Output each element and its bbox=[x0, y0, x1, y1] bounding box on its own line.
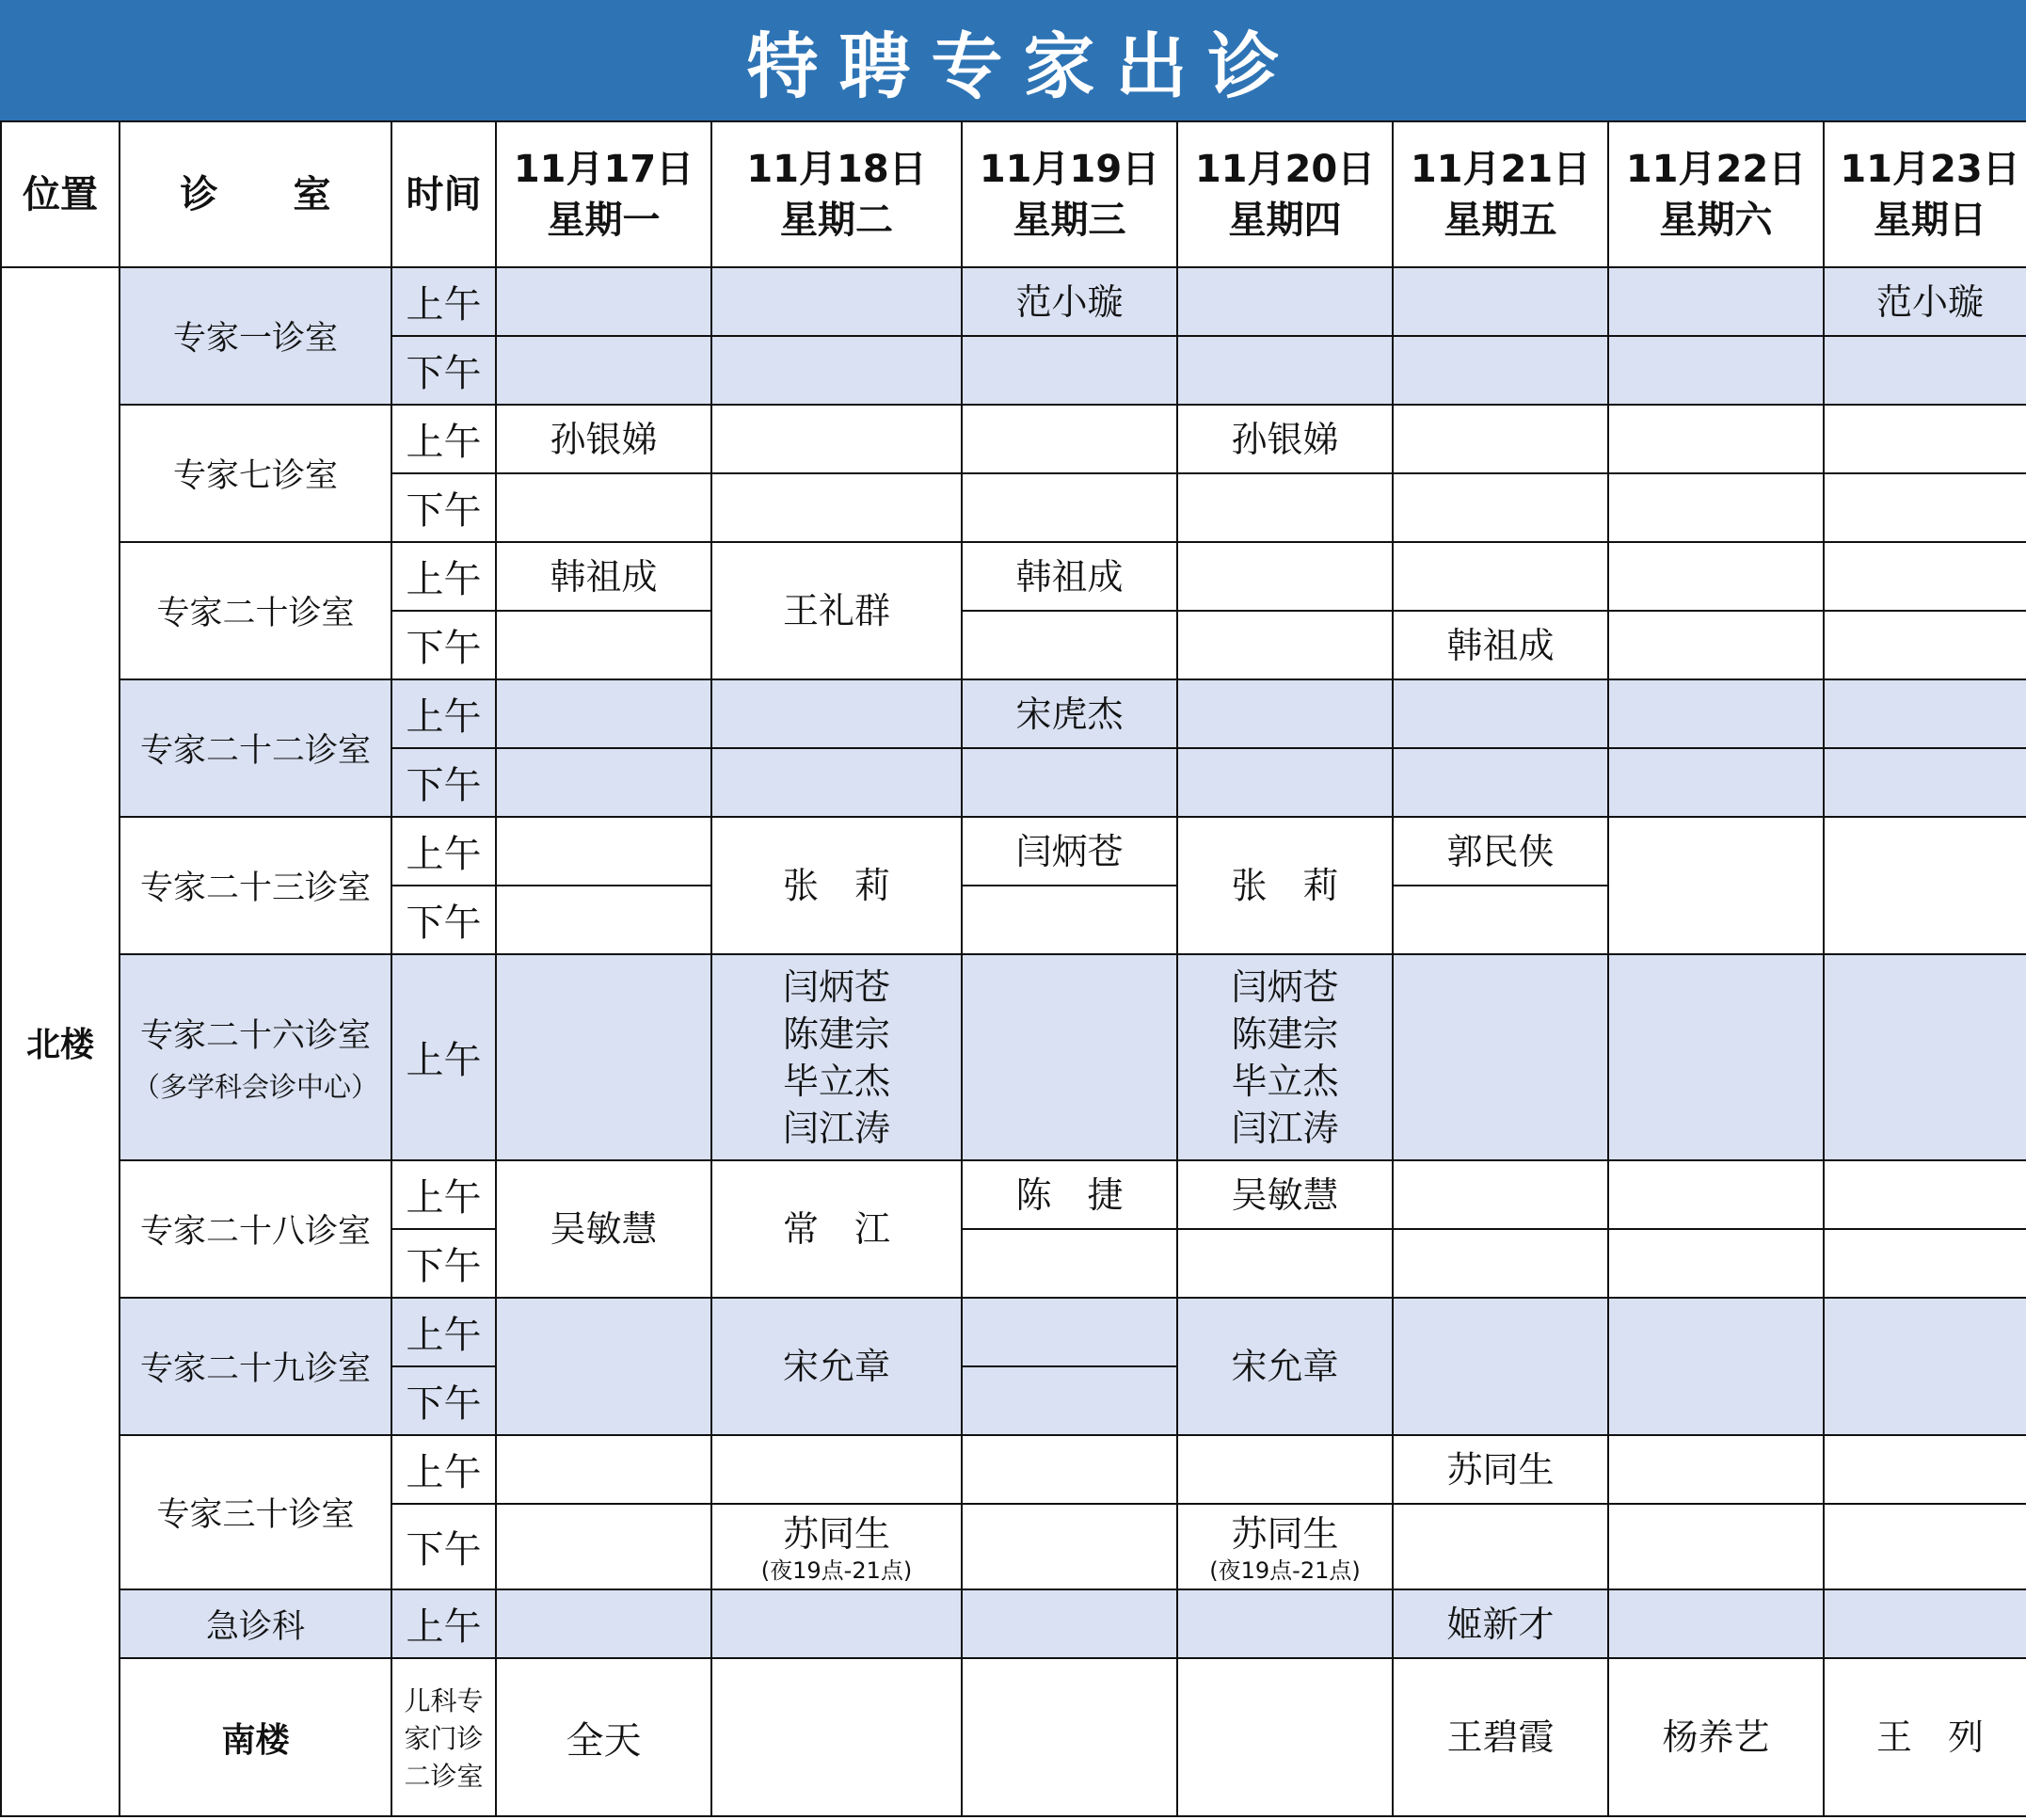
page-title: 特聘专家出诊 bbox=[0, 0, 2026, 120]
schedule-cell bbox=[1393, 542, 1608, 611]
doctor-cell: 韩祖成 bbox=[496, 542, 711, 611]
schedule-cell bbox=[1177, 473, 1393, 542]
schedule-cell bbox=[1608, 267, 1824, 336]
schedule-cell bbox=[1393, 1160, 1608, 1229]
header-day bbox=[1824, 121, 2026, 267]
room-name: 专家二十九诊室 bbox=[120, 1298, 391, 1435]
schedule-cell bbox=[1393, 267, 1608, 336]
time-slot: 下午 bbox=[391, 473, 496, 542]
building-north: 北楼 bbox=[1, 267, 120, 1816]
schedule-cell bbox=[496, 679, 711, 748]
time-slot: 下午 bbox=[391, 1366, 496, 1435]
doctor-cell bbox=[1177, 1504, 1393, 1589]
schedule-cell bbox=[1824, 954, 2026, 1160]
doctor-cell: 吴敏慧 bbox=[496, 1160, 711, 1298]
doctor-cell: 张 莉 bbox=[1177, 817, 1393, 954]
room-name-main: 专家二十六诊室 bbox=[139, 1017, 371, 1055]
schedule-cell bbox=[962, 336, 1177, 405]
table-row bbox=[1, 817, 2026, 886]
time-slot: 上午 bbox=[391, 542, 496, 611]
doctor-cell: 孙银娣 bbox=[1177, 405, 1393, 473]
schedule-cell bbox=[962, 1658, 1177, 1816]
table-row bbox=[1, 267, 2026, 336]
schedule-cell bbox=[1608, 679, 1824, 748]
doctor-cell: 闫炳苍 陈建宗 毕立杰 闫江涛 bbox=[711, 954, 962, 1160]
schedule-cell bbox=[496, 1435, 711, 1504]
schedule-cell bbox=[1824, 1504, 2026, 1589]
doctor-cell: 张 莉 bbox=[711, 817, 962, 954]
schedule-cell bbox=[1393, 1229, 1608, 1298]
time-slot: 上午 bbox=[391, 1298, 496, 1366]
doctor-cell: 杨养艺 bbox=[1608, 1658, 1824, 1816]
schedule-cell bbox=[1177, 1589, 1393, 1658]
room-name: 专家二十诊室 bbox=[120, 542, 391, 679]
schedule-cell bbox=[962, 1366, 1177, 1435]
doctor-name: 苏同生 bbox=[1231, 1512, 1339, 1555]
header-weekday: 星期日 bbox=[1874, 198, 1986, 242]
schedule-cell bbox=[1824, 1160, 2026, 1229]
schedule-cell bbox=[1824, 1229, 2026, 1298]
schedule-cell bbox=[1177, 611, 1393, 679]
doctor-cell: 韩祖成 bbox=[962, 542, 1177, 611]
header-date: 11月20日 bbox=[1194, 147, 1376, 191]
schedule-cell bbox=[1177, 267, 1393, 336]
schedule-cell bbox=[711, 679, 962, 748]
schedule-cell bbox=[711, 748, 962, 817]
schedule-cell bbox=[1824, 886, 2026, 954]
schedule-cell bbox=[1393, 1504, 1608, 1589]
time-slot: 下午 bbox=[391, 336, 496, 405]
schedule-cell bbox=[1393, 748, 1608, 817]
schedule-cell bbox=[1393, 405, 1608, 473]
schedule-cell bbox=[1177, 1658, 1393, 1816]
schedule-cell bbox=[962, 1504, 1177, 1589]
schedule-cell bbox=[496, 1504, 711, 1589]
header-day bbox=[1393, 121, 1608, 267]
schedule-cell bbox=[1608, 886, 1824, 954]
schedule-cell bbox=[1393, 473, 1608, 542]
schedule-cell bbox=[1824, 542, 2026, 611]
schedule-cell bbox=[962, 405, 1177, 473]
schedule-cell bbox=[1608, 1589, 1824, 1658]
schedule-cell bbox=[1824, 679, 2026, 748]
room-name: 专家七诊室 bbox=[120, 405, 391, 542]
schedule-cell bbox=[962, 1298, 1177, 1366]
room-name-sub: （多学科会诊中心） bbox=[132, 1071, 378, 1103]
schedule-cell bbox=[1824, 405, 2026, 473]
schedule-cell bbox=[1177, 748, 1393, 817]
time-slot: 上午 bbox=[391, 954, 496, 1160]
table-row bbox=[1, 1435, 2026, 1504]
schedule-cell bbox=[496, 1589, 711, 1658]
schedule-cell bbox=[1608, 336, 1824, 405]
header-day bbox=[496, 121, 711, 267]
time-slot: 下午 bbox=[391, 1504, 496, 1589]
room-name: 专家一诊室 bbox=[120, 267, 391, 405]
header-date: 11月21日 bbox=[1410, 147, 1591, 191]
doctor-cell: 吴敏慧 bbox=[1177, 1160, 1393, 1229]
room-name bbox=[120, 954, 391, 1160]
schedule-cell bbox=[1824, 748, 2026, 817]
doctor-cell bbox=[711, 1504, 962, 1589]
doctor-cell: 郭民侠 bbox=[1393, 817, 1608, 886]
room-name: 急诊科 bbox=[120, 1589, 391, 1658]
schedule-cell bbox=[1608, 611, 1824, 679]
time-slot: 下午 bbox=[391, 886, 496, 954]
room-name: 儿科专家门诊二诊室 bbox=[391, 1658, 496, 1816]
schedule-cell bbox=[962, 473, 1177, 542]
header-day bbox=[962, 121, 1177, 267]
doctor-cell: 常 江 bbox=[711, 1160, 962, 1298]
schedule-cell bbox=[1824, 473, 2026, 542]
time-slot: 上午 bbox=[391, 267, 496, 336]
header-day bbox=[1608, 121, 1824, 267]
schedule-cell bbox=[962, 1229, 1177, 1298]
time-slot: 上午 bbox=[391, 817, 496, 886]
doctor-cell: 闫炳苍 bbox=[962, 817, 1177, 886]
schedule-cell bbox=[711, 1658, 962, 1816]
schedule-cell bbox=[1608, 1229, 1824, 1298]
time-slot: 下午 bbox=[391, 1229, 496, 1298]
header-position: 位置 bbox=[1, 121, 120, 267]
schedule-cell bbox=[496, 336, 711, 405]
table-row bbox=[1, 1160, 2026, 1229]
header-date: 11月22日 bbox=[1625, 147, 1807, 191]
schedule-cell bbox=[1393, 679, 1608, 748]
schedule-cell bbox=[1608, 748, 1824, 817]
time-slot: 全天 bbox=[496, 1658, 711, 1816]
schedule-cell bbox=[496, 611, 711, 679]
schedule-cell bbox=[711, 336, 962, 405]
doctor-cell: 苏同生 bbox=[1393, 1435, 1608, 1504]
schedule-cell bbox=[962, 954, 1177, 1160]
header-time: 时间 bbox=[391, 121, 496, 267]
time-slot: 上午 bbox=[391, 1589, 496, 1658]
schedule-cell bbox=[711, 1435, 962, 1504]
schedule-cell bbox=[1824, 1589, 2026, 1658]
doctor-name: 苏同生 bbox=[782, 1512, 890, 1555]
schedule-cell bbox=[1608, 542, 1824, 611]
schedule-cell bbox=[1608, 473, 1824, 542]
table-row bbox=[1, 542, 2026, 611]
schedule-cell bbox=[496, 267, 711, 336]
doctor-cell: 范小璇 bbox=[962, 267, 1177, 336]
schedule-cell bbox=[1824, 1435, 2026, 1504]
schedule-cell bbox=[1393, 1298, 1608, 1435]
schedule-cell bbox=[496, 1298, 711, 1435]
header-date: 11月19日 bbox=[979, 147, 1160, 191]
header-room: 诊 室 bbox=[120, 121, 391, 267]
doctor-cell: 王碧霞 bbox=[1393, 1658, 1608, 1816]
header-weekday: 星期三 bbox=[1013, 198, 1126, 242]
header-date: 11月23日 bbox=[1840, 147, 2020, 191]
schedule-cell bbox=[1608, 1160, 1824, 1229]
header-day bbox=[1177, 121, 1393, 267]
header-weekday: 星期四 bbox=[1228, 198, 1342, 242]
header-row bbox=[1, 121, 2026, 267]
table-row bbox=[1, 954, 2026, 1160]
schedule-cell bbox=[962, 1589, 1177, 1658]
schedule-cell bbox=[962, 1435, 1177, 1504]
schedule-cell bbox=[711, 267, 962, 336]
doctor-cell: 王 列 bbox=[1824, 1658, 2026, 1816]
schedule-cell bbox=[711, 1589, 962, 1658]
doctor-cell: 孙银娣 bbox=[496, 405, 711, 473]
schedule-cell bbox=[1608, 1435, 1824, 1504]
header-weekday: 星期二 bbox=[780, 198, 893, 242]
schedule-cell bbox=[1177, 679, 1393, 748]
schedule-table bbox=[0, 120, 2026, 1817]
doctor-cell: 范小璇 bbox=[1824, 267, 2026, 336]
table-row bbox=[1, 1589, 2026, 1658]
schedule-cell bbox=[1824, 336, 2026, 405]
hours-note: (夜19点-21点) bbox=[1209, 1557, 1361, 1584]
header-weekday: 星期六 bbox=[1659, 198, 1773, 242]
table-row bbox=[1, 679, 2026, 748]
header-date: 11月18日 bbox=[746, 147, 927, 191]
schedule-cell bbox=[1393, 954, 1608, 1160]
header-weekday: 星期五 bbox=[1444, 198, 1557, 242]
table-row bbox=[1, 405, 2026, 473]
schedule-cell bbox=[1177, 1435, 1393, 1504]
doctor-cell: 闫炳苍 陈建宗 毕立杰 闫江涛 bbox=[1177, 954, 1393, 1160]
table-row bbox=[1, 1298, 2026, 1366]
schedule-cell bbox=[496, 817, 711, 886]
schedule-cell bbox=[1824, 611, 2026, 679]
schedule-cell bbox=[962, 748, 1177, 817]
room-name: 专家二十三诊室 bbox=[120, 817, 391, 954]
room-name: 专家二十八诊室 bbox=[120, 1160, 391, 1298]
room-name: 专家二十二诊室 bbox=[120, 679, 391, 817]
header-weekday: 星期一 bbox=[547, 198, 661, 242]
time-slot: 上午 bbox=[391, 679, 496, 748]
schedule-cell bbox=[1608, 954, 1824, 1160]
schedule-cell bbox=[1393, 886, 1608, 954]
schedule-cell bbox=[962, 886, 1177, 954]
schedule-cell bbox=[711, 473, 962, 542]
doctor-cell: 韩祖成 bbox=[1393, 611, 1608, 679]
schedule-cell bbox=[1608, 1504, 1824, 1589]
schedule-cell bbox=[962, 611, 1177, 679]
schedule-cell bbox=[1177, 336, 1393, 405]
schedule-cell bbox=[1608, 405, 1824, 473]
schedule-cell bbox=[1824, 817, 2026, 886]
schedule-cell bbox=[1177, 542, 1393, 611]
header-day bbox=[711, 121, 962, 267]
doctor-cell: 姬新才 bbox=[1393, 1589, 1608, 1658]
time-slot: 下午 bbox=[391, 611, 496, 679]
doctor-cell: 宋允章 bbox=[711, 1298, 962, 1435]
room-name: 专家三十诊室 bbox=[120, 1435, 391, 1589]
building-south: 南楼 bbox=[120, 1658, 391, 1816]
time-slot: 下午 bbox=[391, 748, 496, 817]
doctor-cell: 王礼群 bbox=[711, 542, 962, 679]
schedule-cell bbox=[496, 748, 711, 817]
schedule-cell bbox=[496, 886, 711, 954]
time-slot: 上午 bbox=[391, 405, 496, 473]
header-date: 11月17日 bbox=[513, 147, 694, 191]
hours-note: (夜19点-21点) bbox=[760, 1557, 913, 1584]
schedule-cell bbox=[1824, 1298, 2026, 1435]
schedule-cell bbox=[496, 473, 711, 542]
schedule-cell bbox=[711, 405, 962, 473]
schedule-cell bbox=[1393, 336, 1608, 405]
time-slot: 上午 bbox=[391, 1435, 496, 1504]
time-slot: 上午 bbox=[391, 1160, 496, 1229]
schedule-cell bbox=[496, 954, 711, 1160]
table-row bbox=[1, 1658, 2026, 1816]
schedule-cell bbox=[1608, 817, 1824, 886]
doctor-cell: 宋允章 bbox=[1177, 1298, 1393, 1435]
doctor-cell: 陈 捷 bbox=[962, 1160, 1177, 1229]
schedule-cell bbox=[1608, 1298, 1824, 1435]
schedule-cell bbox=[1177, 1229, 1393, 1298]
doctor-cell: 宋虎杰 bbox=[962, 679, 1177, 748]
